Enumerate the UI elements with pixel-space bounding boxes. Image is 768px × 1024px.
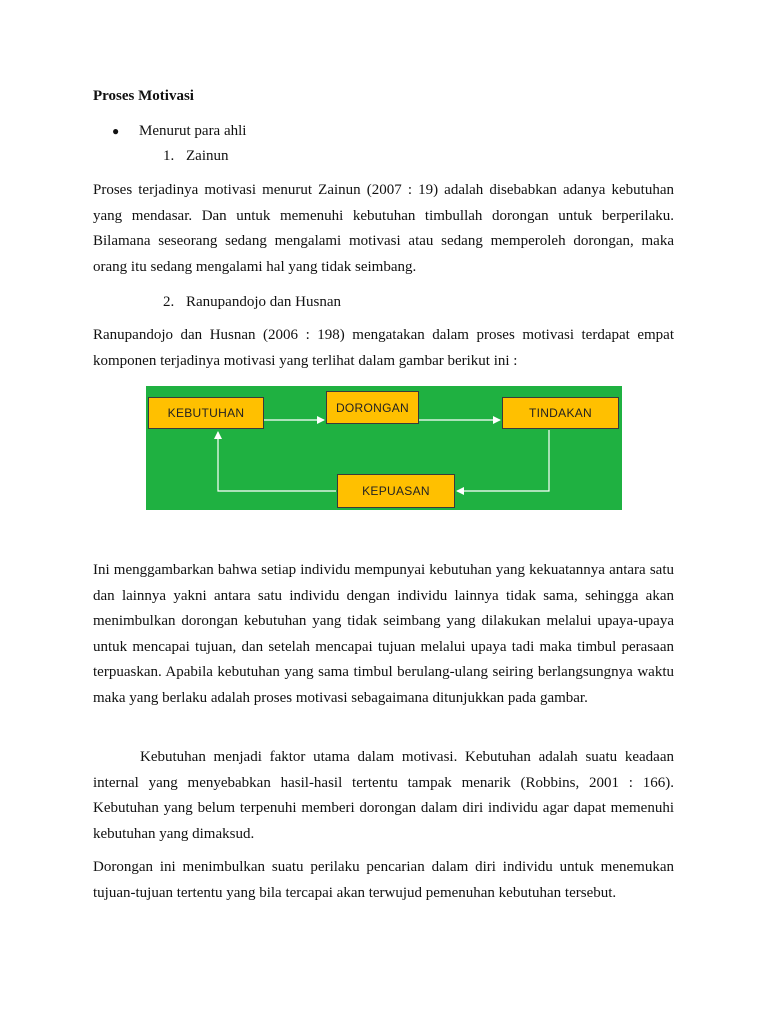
numbered-item-1 — [163, 146, 229, 166]
paragraph-3: Ini menggambarkan bahwa setiap individu mempunyai kebutuhan yang kekuatannya antara satu dan lainnya yakni antara satu individu dengan individu lainnya tidak sama, sehingga akan menimbulkan dorongan kebutuhan yang tidak seimbang yang dilakukan melalui upaya-upaya untuk mencapai tujuan, dan setelah mencapai tujuan melalui upaya tadi maka timbul perasaan terpuaskan. Apabila kebutuhan yang sama timbul berulang-ulang seiring berlangsungnya waktu maka yang berlaku adalah proses motivasi sebagaimana ditunjukkan pada gambar. — [93, 562, 674, 706]
paragraph-1: Proses terjadinya motivasi menurut Zainun (2007 : 19) adalah disebabkan adanya kebutuhan yang mendasar. Dan untuk memenuhi kebutuhan timbullah dorongan untuk berperilaku. Bilamana seseorang sedang mengalami motivasi atau sedang memperoleh dorongan, maka orang itu sedang mengalami hal yang tidak seimbang. — [93, 182, 674, 275]
bullet-icon: ● — [112, 124, 120, 138]
node-dorongan: DORONGAN — [326, 391, 419, 424]
arrow-tindakan-kepuasan — [457, 430, 549, 491]
paragraph-5: Dorongan ini menimbulkan suatu perilaku pencarian dalam diri individu untuk menemukan tujuan-tujuan tertentu yang bila tercapai akan terwujud pemenuhan kebutuhan tersebut. — [93, 859, 674, 901]
arrow-kepuasan-kebutuhan — [218, 432, 336, 491]
paragraph-2: Ranupandojo dan Husnan (2006 : 198) mengatakan dalam proses motivasi terdapat empat komponen terjadinya motivasi yang terlihat dalam gambar berikut ini : — [93, 327, 674, 369]
bullet-text: Menurut para ahli — [139, 123, 247, 139]
node-kepuasan: KEPUASAN — [337, 474, 455, 508]
section-heading: Proses Motivasi — [93, 88, 194, 104]
paragraph-4: Kebutuhan menjadi faktor utama dalam motivasi. Kebutuhan adalah suatu keadaan internal yang menyebabkan hasil-hasil tertentu tampak menarik (Robbins, 2001 : 166). Kebutuhan yang belum terpenuhi memberi dorongan dalam diri individu agar dapat memenuhi kebutuhan yang dimaksud. — [93, 749, 674, 842]
node-kebutuhan: KEBUTUHAN — [148, 397, 264, 429]
numbered-item-2 — [163, 292, 341, 312]
item-number: 1. — [163, 148, 175, 164]
item-name: Zainun — [186, 148, 229, 164]
motivation-process-diagram — [146, 386, 622, 510]
item-name: Ranupandojo dan Husnan — [186, 294, 341, 310]
item-number: 2. — [163, 294, 175, 310]
node-tindakan: TINDAKAN — [502, 397, 619, 429]
